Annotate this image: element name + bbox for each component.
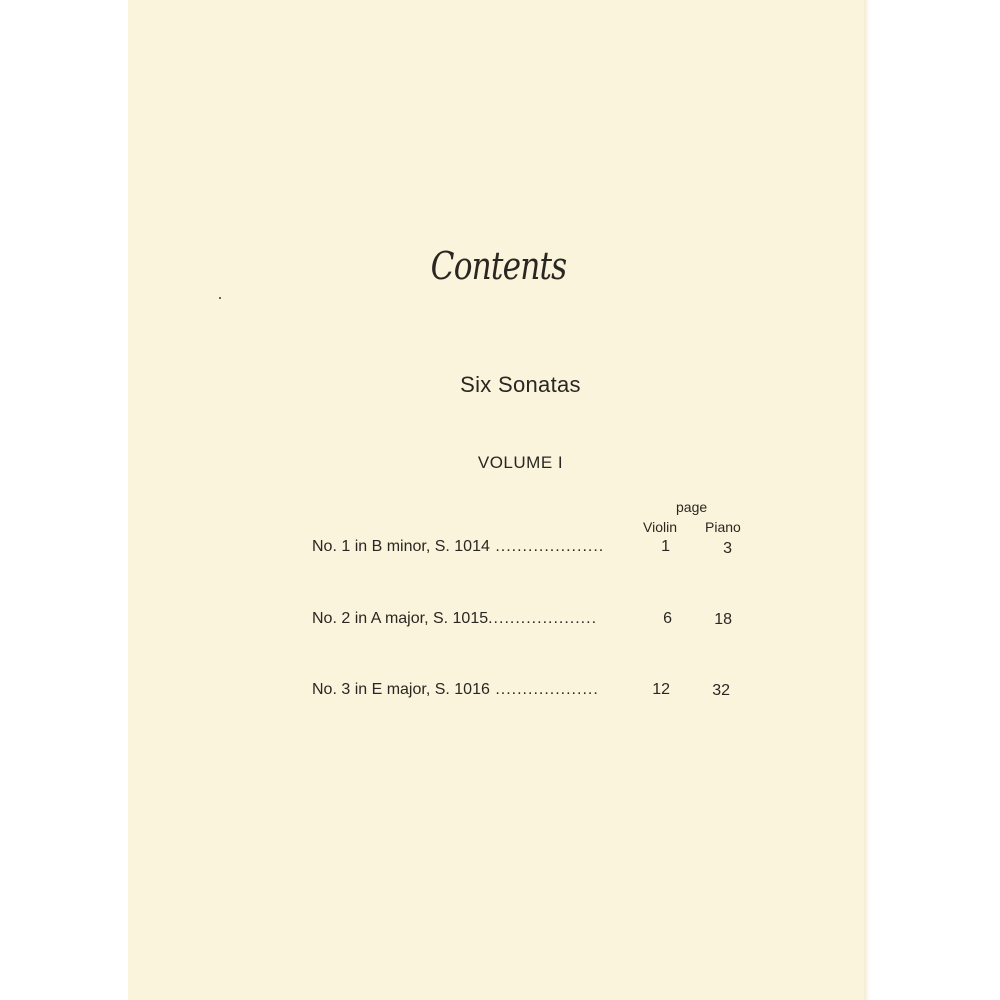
document-page	[128, 0, 869, 1000]
piano-page-number: 18	[714, 611, 732, 628]
page-edge-shadow	[864, 0, 870, 1000]
entry-title: No. 2 in A major, S. 1015	[312, 610, 489, 627]
piano-page-number: 3	[723, 540, 732, 557]
toc-entry	[312, 681, 599, 699]
piano-page-number: 32	[712, 682, 730, 699]
ink-speck	[219, 297, 221, 299]
dot-leader: ....................	[489, 538, 605, 555]
dot-leader: ....................	[488, 610, 598, 627]
dot-leader: ...................	[489, 681, 599, 698]
toc-entry	[312, 538, 604, 556]
violin-page-number: 12	[652, 681, 670, 698]
contents-heading: Contents	[430, 244, 567, 288]
page-column-group-label: page	[676, 499, 708, 515]
toc-entry	[312, 610, 597, 628]
violin-page-number: 6	[663, 610, 672, 627]
entry-title: No. 1 in B minor, S. 1014	[312, 538, 490, 555]
volume-label: VOLUME I	[477, 453, 564, 472]
entry-title: No. 3 in E major, S. 1016	[312, 681, 490, 698]
collection-title: Six Sonatas	[460, 372, 581, 397]
violin-page-number: 1	[661, 538, 670, 555]
piano-column-label: Piano	[705, 519, 741, 535]
violin-column-label: Violin	[643, 519, 677, 535]
